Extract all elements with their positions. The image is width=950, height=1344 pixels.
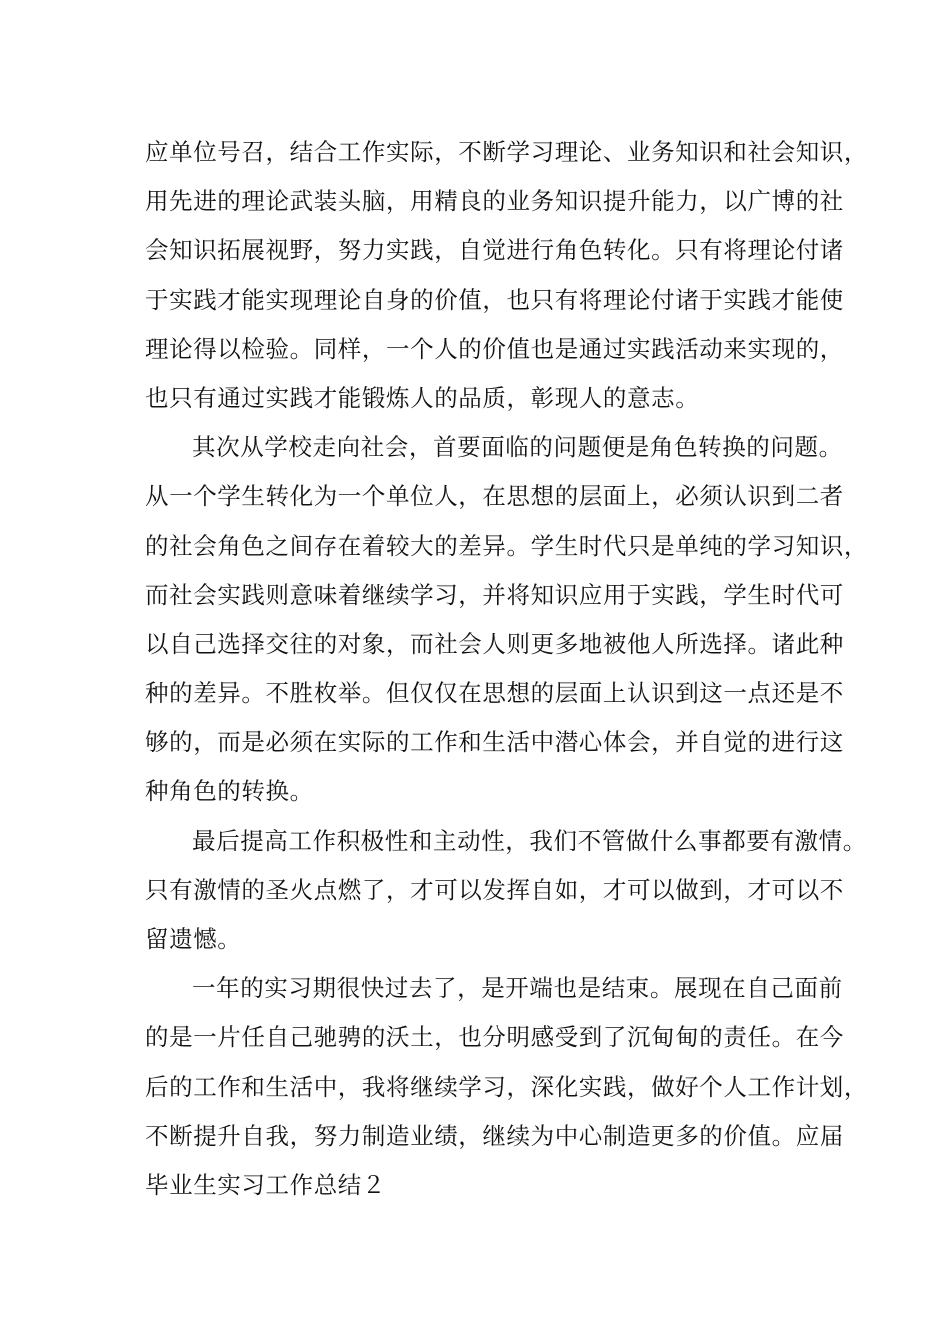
text-line: 留遗憾。	[145, 925, 242, 953]
text-line: 用先进的理论武装头脑，用精良的业务知识提升能力，以广博的社	[145, 187, 844, 216]
text-line: 的是一片任自己驰骋的沃土，也分明感受到了沉甸甸的责任。在今	[145, 1023, 844, 1052]
text-line: 后的工作和生活中，我将继续学习，深化实践，做好个人工作计划，	[145, 1072, 868, 1101]
text-line: 而社会实践则意味着继续学习，并将知识应用于实践，学生时代可	[145, 580, 844, 609]
paragraph-first-line: 最后提高工作积极性和主动性，我们不管做什么事都要有激情。	[192, 826, 867, 855]
text-line: 应单位号召，结合工作实际，不断学习理论、业务知识和社会知识，	[145, 138, 868, 166]
text-line: 以自己选择交往的对象，而社会人则更多地被他人所选择。诸此种	[145, 629, 844, 658]
text-line: 从一个学生转化为一个单位人，在思想的层面上，必须认识到二者	[145, 482, 844, 511]
text-line: 够的，而是必须在实际的工作和生活中潜心体会，并自觉的进行这	[145, 728, 844, 757]
text-line: 种的差异。不胜枚举。但仅仅在思想的层面上认识到这一点还是不	[145, 679, 844, 708]
text-line: 会知识拓展视野，努力实践，自觉进行角色转化。只有将理论付诸	[145, 236, 844, 265]
text-line: 毕业生实习工作总结２	[145, 1170, 386, 1199]
text-line: 的社会角色之间存在着较大的差异。学生时代只是单纯的学习知识，	[145, 531, 868, 560]
text-line: 理论得以检验。同样，一个人的价值也是通过实践活动来实现的，	[145, 334, 844, 363]
body-text	[145, 128, 868, 1210]
text-line: 于实践才能实现理论自身的价值，也只有将理论付诸于实践才能使	[145, 285, 844, 314]
text-line: 只有激情的圣火点燃了，才可以发挥自如，才可以做到，才可以不	[145, 875, 844, 904]
text-line: 不断提升自我，努力制造业绩，继续为中心制造更多的价值。应届	[145, 1121, 844, 1150]
text-line: 种角色的转换。	[145, 777, 314, 806]
text-line: 也只有通过实践才能锻炼人的品质，彰现人的意志。	[145, 383, 700, 412]
paragraph-first-line: 一年的实习期很快过去了，是开端也是结束。展现在自己面前	[192, 974, 843, 1003]
paragraph-first-line: 其次从学校走向社会，首要面临的问题便是角色转换的问题。	[192, 433, 843, 462]
